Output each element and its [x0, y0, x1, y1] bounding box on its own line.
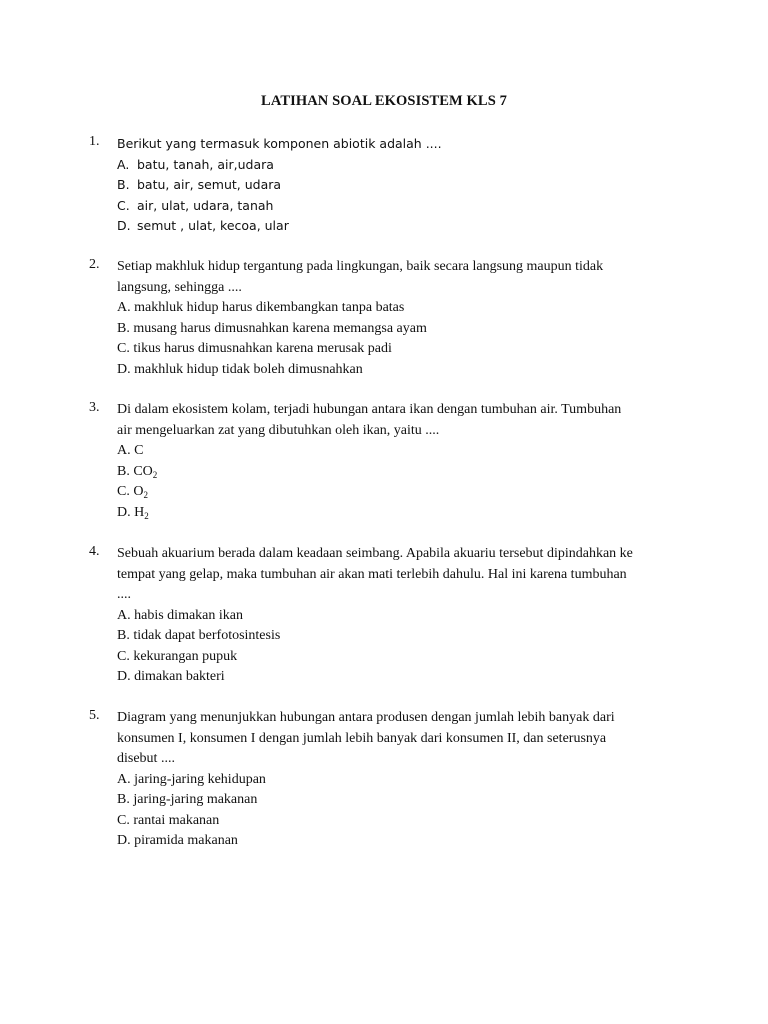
option-d: [117, 503, 677, 524]
option-c: [117, 482, 677, 503]
option-text: kekurangan pupuk: [133, 648, 238, 664]
option-d: [117, 667, 677, 688]
option-c: [117, 811, 677, 832]
option-text: batu, tanah, air,udara: [137, 156, 274, 172]
question-body: [117, 134, 677, 237]
option-letter: B.: [117, 628, 130, 643]
option-letter: B.: [117, 792, 130, 807]
option-letter: A.: [117, 156, 130, 172]
option-letter: D.: [117, 833, 131, 848]
option-text: batu, air, semut, udara: [137, 177, 282, 192]
option-text: musang harus dimusnahkan karena memangsa ayam: [133, 320, 427, 336]
option-text: makhluk hidup harus dikembangkan tanpa batas: [134, 300, 405, 315]
option-text: tikus harus dimusnahkan karena merusak padi: [133, 341, 392, 356]
option-letter: D.: [117, 218, 131, 233]
option-text: makhluk hidup tidak boleh dimusnahkan: [134, 361, 363, 377]
option-letter: C.: [117, 341, 130, 356]
question-text: air mengeluarkan zat yang dibutuhkan oleh ikan, yaitu ....: [117, 422, 440, 438]
question-number: 5.: [89, 708, 100, 723]
question-text: Di dalam ekosistem kolam, terjadi hubungan antara ikan dengan tumbuhan air. Tumbuhan: [117, 402, 622, 417]
option-letter: C.: [117, 197, 130, 213]
option-letter: C.: [117, 648, 130, 664]
question-text: Sebuah akuarium berada dalam keadaan seimbang. Apabila akuariu tersebut dipindahkan ke: [117, 546, 633, 561]
question-number: 1.: [89, 134, 100, 149]
option-text: habis dimakan ikan: [134, 607, 243, 623]
option-c: [117, 647, 677, 668]
option-a: [117, 155, 677, 176]
option-letter: D.: [117, 361, 131, 377]
option-a: [117, 441, 677, 462]
question-text: Diagram yang menunjukkan hubungan antara produsen dengan jumlah lebih banyak dari: [117, 710, 615, 725]
option-a: [117, 298, 677, 319]
option-text: jaring-jaring makanan: [133, 792, 258, 807]
question-text: ....: [117, 587, 131, 602]
document-title: LATIHAN SOAL EKOSISTEM KLS 7: [261, 93, 507, 109]
question-body: [117, 544, 677, 688]
option-letter: A.: [117, 300, 131, 315]
option-letter: A.: [117, 607, 131, 623]
option-text: C: [134, 443, 144, 458]
question-body: [117, 257, 677, 380]
option-d: [117, 360, 677, 381]
option-text: rantai makanan: [133, 812, 220, 828]
question-body: [117, 708, 677, 852]
option-c: [117, 196, 677, 217]
option-subscript: 2: [152, 469, 158, 480]
option-text: jaring-jaring kehidupan: [134, 771, 266, 787]
option-text: CO: [133, 463, 153, 479]
option-letter: A.: [117, 771, 131, 787]
option-text: H: [134, 504, 145, 520]
option-a: [117, 770, 677, 791]
option-c: [117, 339, 677, 360]
question-number: 4.: [89, 544, 100, 559]
option-text: dimakan bakteri: [134, 669, 225, 684]
option-a: [117, 606, 677, 627]
option-d: [117, 831, 677, 852]
option-letter: A.: [117, 443, 131, 458]
option-text: piramida makanan: [134, 833, 238, 848]
option-subscript: 2: [144, 510, 149, 521]
question-number: 3.: [89, 400, 100, 415]
option-letter: C.: [117, 812, 130, 828]
option-letter: D.: [117, 504, 131, 520]
question-number: 2.: [89, 257, 100, 272]
option-text: O: [133, 484, 144, 499]
option-text: semut , ulat, kecoa, ular: [137, 218, 289, 233]
question-body: [117, 400, 677, 523]
question-text: Berikut yang termasuk komponen abiotik adalah ....: [117, 136, 442, 151]
option-text: air, ulat, udara, tanah: [137, 197, 274, 213]
option-letter: B.: [117, 320, 130, 336]
option-letter: B.: [117, 177, 130, 192]
question-text: langsung, sehingga ....: [117, 279, 242, 295]
question-text: konsumen I, konsumen I dengan jumlah lebih banyak dari konsumen II, dan seterusnya: [117, 730, 607, 746]
option-b: [117, 319, 677, 340]
option-letter: D.: [117, 669, 131, 684]
option-text: tidak dapat berfotosintesis: [133, 628, 281, 643]
question-text: disebut ....: [117, 751, 175, 766]
question-text: tempat yang gelap, maka tumbuhan air akan mati terlebih dahulu. Hal ini karena tumbuhan: [117, 566, 627, 582]
option-letter: C.: [117, 484, 130, 499]
option-b: [117, 790, 677, 811]
option-b: [117, 626, 677, 647]
option-letter: B.: [117, 463, 130, 479]
question-text: Setiap makhluk hidup tergantung pada lingkungan, baik secara langsung maupun tidak: [117, 259, 604, 274]
option-b: [117, 175, 677, 196]
option-subscript: 2: [143, 490, 148, 500]
option-b: [117, 462, 677, 483]
option-d: [117, 216, 677, 237]
